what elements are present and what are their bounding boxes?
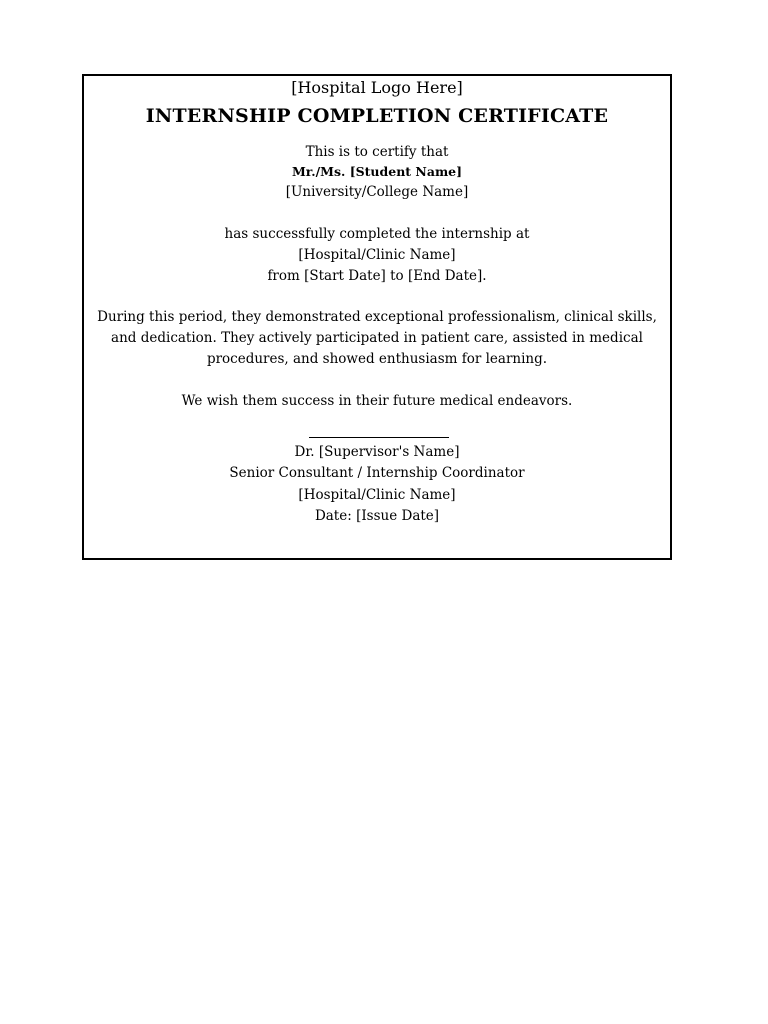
internship-date-range: from [Start Date] to [End Date]. <box>267 268 487 284</box>
university-name: [University/College Name] <box>285 184 469 200</box>
certificate-frame <box>82 74 672 560</box>
certify-intro: This is to certify that <box>305 144 449 160</box>
signature-line <box>309 437 449 438</box>
supervisor-title: Senior Consultant / Internship Coordinator <box>229 465 525 481</box>
certificate-title: INTERNSHIP COMPLETION CERTIFICATE <box>145 105 609 127</box>
closing-wish: We wish them success in their future medical endeavors. <box>181 393 573 409</box>
issue-date: Date: [Issue Date] <box>314 508 440 524</box>
supervisor-hospital: [Hospital/Clinic Name] <box>298 487 456 503</box>
student-name: Mr./Ms. [Student Name] <box>291 164 463 179</box>
supervisor-name: Dr. [Supervisor's Name] <box>294 444 460 460</box>
hospital-name: [Hospital/Clinic Name] <box>298 247 456 263</box>
performance-paragraph: During this period, they demonstrated exceptional professionalism, clinical skills, and dedication. They actively participated in patient care, assisted in medical procedures, and showed enthusiasm for learning. <box>97 309 657 367</box>
hospital-logo-placeholder: [Hospital Logo Here] <box>291 78 463 97</box>
completed-internship-line: has successfully completed the internship at <box>224 226 530 242</box>
